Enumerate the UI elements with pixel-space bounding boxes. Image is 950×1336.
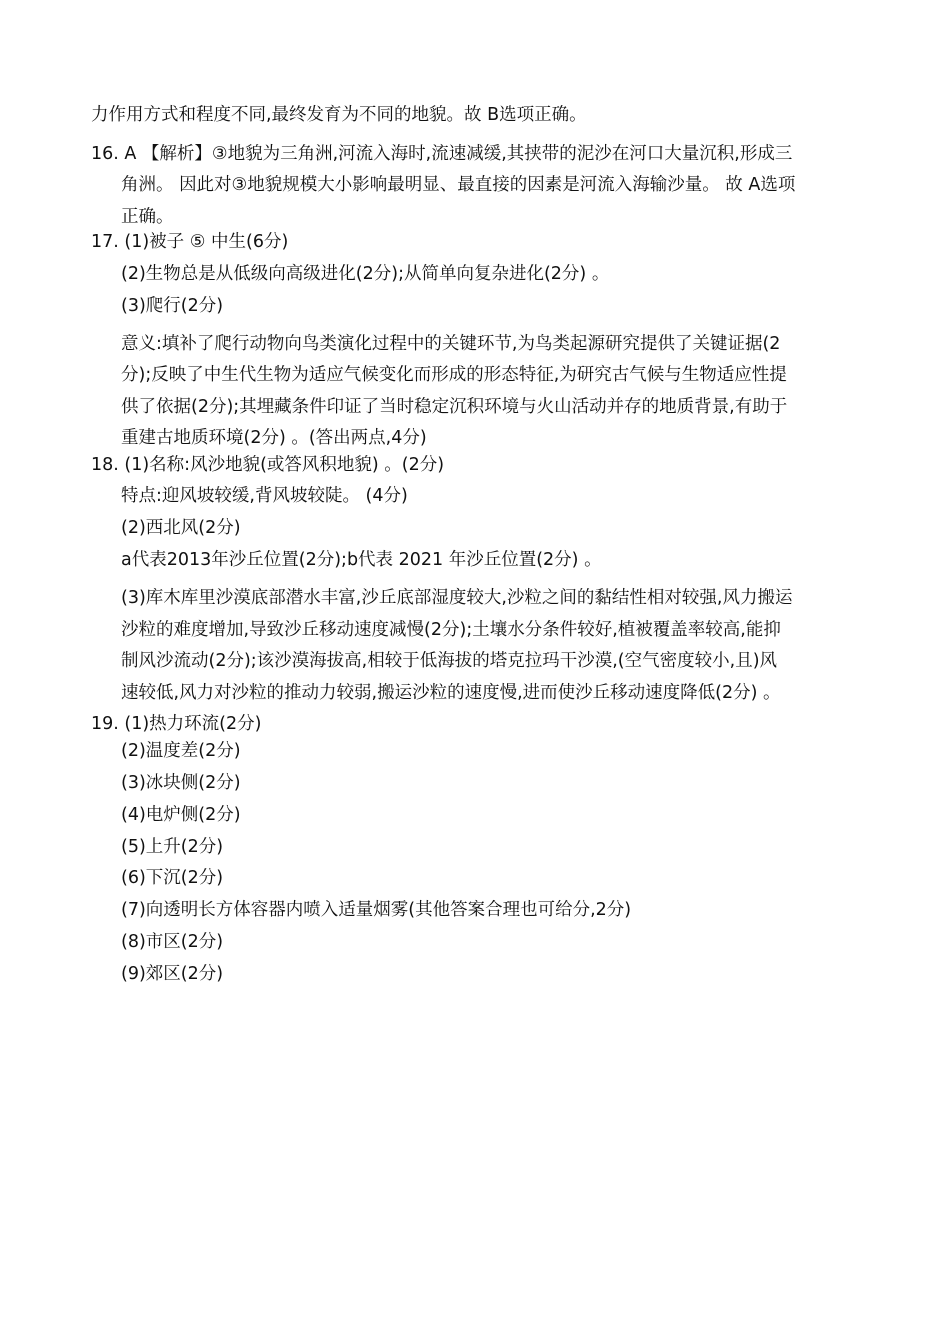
- text-line: (8)市区(2分): [121, 932, 224, 952]
- text-line: (7)向透明长方体容器内喷入适量烟雾(其他答案合理也可给分,2分): [121, 900, 632, 920]
- text-line: (6)下沉(2分): [121, 868, 224, 888]
- text-line: 沙粒的难度增加,导致沙丘移动速度减慢(2分);土壤水分条件较好,植被覆盖率较高,能抑: [121, 620, 781, 640]
- text-line: 分);反映了中生代生物为适应气候变化而形成的形态特征,为研究古气候与生物适应性提: [121, 365, 787, 385]
- text-line: (3)库木库里沙漠底部潜水丰富,沙丘底部湿度较大,沙粒之间的黏结性相对较强,风力搬运: [121, 588, 793, 608]
- text-line: 重建古地质环境(2分) 。(答出两点,4分): [121, 428, 427, 448]
- text-line: 角洲。 因此对③地貌规模大小影响最明显、最直接的因素是河流入海输沙量。 故 A选项: [121, 175, 796, 195]
- question-19-line: 19. (1)热力环流(2分): [91, 714, 262, 734]
- text-line: 意义:填补了爬行动物向鸟类演化过程中的关键环节,为鸟类起源研究提供了关键证据(2: [121, 334, 781, 354]
- text-line: (9)郊区(2分): [121, 964, 224, 984]
- text-line: (2)西北风(2分): [121, 518, 241, 538]
- text-line: (2)温度差(2分): [121, 741, 241, 761]
- text-line: 制风沙流动(2分);该沙漠海拔高,相较于低海拔的塔克拉玛干沙漠,(空气密度较小,且)风: [121, 651, 778, 671]
- text-line: 供了依据(2分);其埋藏条件印证了当时稳定沉积环境与火山活动并存的地质背景,有助于: [121, 397, 788, 417]
- text-line: (3)爬行(2分): [121, 296, 224, 316]
- text-line: (2)生物总是从低级向高级进化(2分);从简单向复杂进化(2分) 。: [121, 264, 610, 284]
- question-17-line: 17. (1)被子 ⑤ 中生(6分): [91, 232, 289, 252]
- question-18-line: 18. (1)名称:风沙地貌(或答风积地貌) 。(2分): [91, 455, 445, 475]
- question-16-line: 16. A 【解析】③地貌为三角洲,河流入海时,流速减缓,其挟带的泥沙在河口大量沉积,形成三: [91, 144, 793, 164]
- text-line: a代表2013年沙丘位置(2分);b代表 2021 年沙丘位置(2分) 。: [121, 550, 602, 570]
- text-line: (4)电炉侧(2分): [121, 805, 241, 825]
- text-line: 正确。: [121, 207, 174, 227]
- text-line: 力作用方式和程度不同,最终发育为不同的地貌。故 B选项正确。: [91, 105, 587, 125]
- text-line: 速较低,风力对沙粒的推动力较弱,搬运沙粒的速度慢,进而使沙丘移动速度降低(2分) 。: [121, 683, 781, 703]
- text-line: (3)冰块侧(2分): [121, 773, 241, 793]
- text-line: (5)上升(2分): [121, 837, 224, 857]
- text-line: 特点:迎风坡较缓,背风坡较陡。 (4分): [121, 486, 408, 506]
